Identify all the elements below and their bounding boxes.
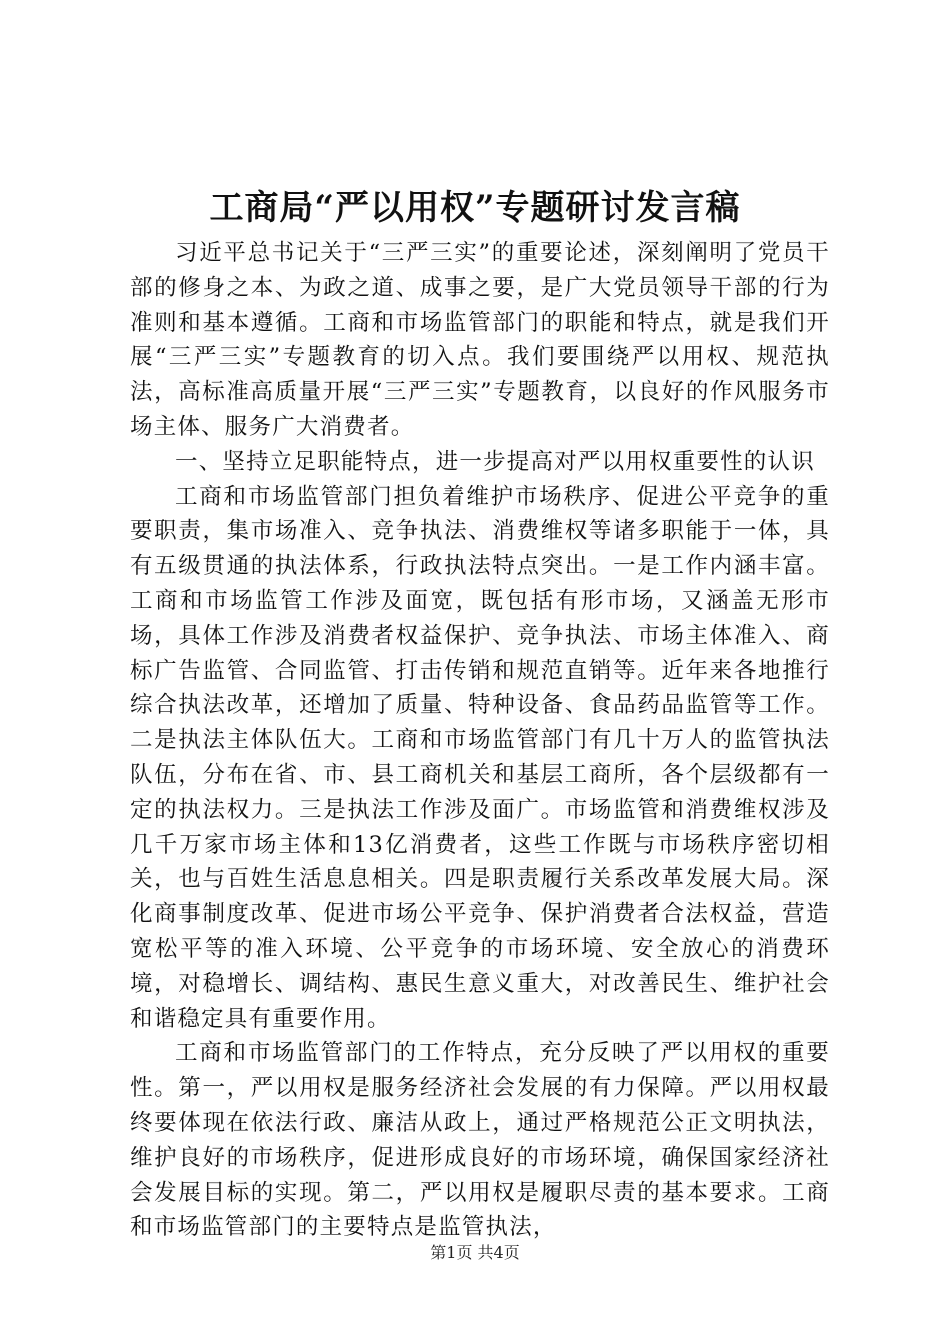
document-title: 工商局“严以用权”专题研讨发言稿	[209, 188, 741, 228]
page-number-footer: 第1页 共4页	[430, 1243, 520, 1262]
document-body	[130, 236, 830, 1245]
paragraph-duties: 工商和市场监管部门担负着维护市场秩序、促进公平竞争的重要职责，集市场准入、竞争执法、消费维权等诸多职能于一体，具有五级贯通的执法体系，行政执法特点突出。一是工作内涵丰富。工商和市场监管工作涉及面宽，既包括有形市场，又涵盖无形市场，具体工作涉及消费者权益保护、竞争执法、市场主体准入、商标广告监管、合同监管、打击传销和规范直销等。近年来各地推行综合执法改革，还增加了质量、特种设备、食品药品监管等工作。二是执法主体队伍大。工商和市场监管部门有几十万人的监管执法队伍，分布在省、市、县工商机关和基层工商所，各个层级都有一定的执法权力。三是执法工作涉及面广。市场监管和消费维权涉及几千万家市场主体和13亿消费者，这些工作既与市场秩序密切相关，也与百姓生活息息相关。四是职责履行关系改革发展大局。深化商事制度改革、促进市场公平竞争、保护消费者合法权益，营造宽松平等的准入环境、公平竞争的市场环境、安全放心的消费环境，对稳增长、调结构、惠民生意义重大，对改善民生、维护社会和谐稳定具有重要作用。	[130, 483, 830, 1032]
section-heading-one: 一、坚持立足职能特点，进一步提高对严以用权重要性的认识	[175, 448, 815, 475]
paragraph-importance: 工商和市场监管部门的工作特点，充分反映了严以用权的重要性。第一，严以用权是服务经济社会发展的有力保障。严以用权最终要体现在依法行政、廉洁从政上，通过严格规范公正文明执法，维护良好的市场秩序，促进形成良好的市场环境，确保国家经济社会发展目标的实现。第二，严以用权是履职尽责的基本要求。工商和市场监管部门的主要特点是监管执法，	[130, 1040, 830, 1241]
paragraph-intro: 习近平总书记关于“三严三实”的重要论述，深刻阐明了党员干部的修身之本、为政之道、成事之要，是广大党员领导干部的行为准则和基本遵循。工商和市场监管部门的职能和特点，就是我们开展“三严三实”专题教育的切入点。我们要围绕严以用权、规范执法，高标准高质量开展“三严三实”专题教育，以良好的作风服务市场主体、服务广大消费者。	[130, 240, 830, 440]
